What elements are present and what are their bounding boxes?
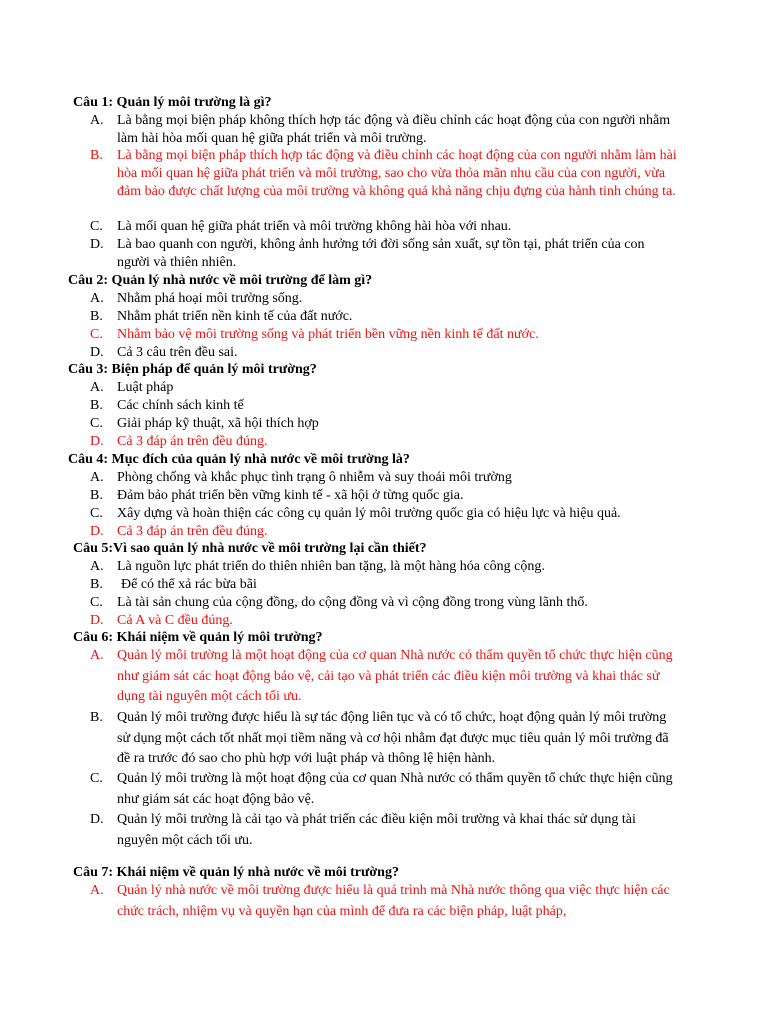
option-text: Nhằm bảo vệ môi trường sống và phát triển bền vững nền kinh tế đất nước. (117, 327, 539, 342)
question-4-option-a (90, 469, 680, 487)
question-2-title: Câu 2: Quản lý nhà nước về môi trường để làm gì? (68, 273, 373, 288)
question-6-option-a-correct (90, 646, 680, 708)
option-text: Để có thể xả rác bừa bãi (121, 577, 257, 592)
option-letter: D. (90, 524, 104, 539)
option-letter: B. (90, 398, 103, 413)
option-letter: C. (90, 327, 103, 342)
option-text: Cả 3 đáp án trên đều đúng. (117, 524, 268, 539)
question-5-option-b (90, 576, 680, 594)
option-letter: C. (90, 595, 103, 610)
question-1-option-c (90, 218, 680, 236)
option-text: Là bằng mọi biện pháp không thích hợp tác động và điều chỉnh các hoạt động của con người nhằm làm hài hòa mối quan hệ giữa phát triển và môi trường. (117, 113, 671, 146)
option-text: Nhằm phát triển nền kinh tế của đất nước. (117, 309, 353, 324)
question-6-title: Câu 6: Khái niệm về quản lý môi trường? (73, 630, 323, 645)
question-3-option-c (90, 415, 680, 433)
option-text: Cả 3 đáp án trên đều đúng. (117, 434, 268, 449)
option-letter: D. (90, 613, 104, 628)
question-1-title: Câu 1: Quản lý môi trường là gì? (73, 95, 272, 110)
question-2-option-b (90, 308, 680, 326)
option-text: Cả 3 câu trên đều sai. (117, 345, 238, 360)
question-6-option-c (90, 769, 680, 810)
option-text: Quản lý nhà nước về môi trường được hiểu là quá trình mà Nhà nước thông qua việc thực hiện các chức trách, nhiệm vụ và quyền hạn của mình để đưa ra các biện pháp, luật pháp, (117, 883, 670, 919)
question-5-option-c (90, 594, 680, 612)
option-letter: A. (90, 883, 104, 898)
question-2-option-d (90, 344, 680, 362)
option-text: Đảm bảo phát triển bền vững kinh tế - xã hội ở từng quốc gia. (117, 488, 464, 503)
option-text: Quản lý môi trường là một hoạt động của cơ quan Nhà nước có thẩm quyền tổ chức thực hiện cũng như giám sát các hoạt động bảo vệ. (117, 771, 673, 807)
question-2-option-a (90, 290, 680, 308)
question-5-option-a (90, 558, 680, 576)
question-3-option-a (90, 379, 680, 397)
question-1-option-d (90, 236, 680, 272)
option-letter: B. (90, 710, 103, 725)
option-letter: D. (90, 812, 104, 827)
option-text: Quản lý môi trường là cải tạo và phát triển các điều kiện môi trường và khai thác sử dụng tài nguyên một cách tối ưu. (117, 812, 636, 848)
option-letter: A. (90, 380, 104, 395)
question-3-option-b (90, 397, 680, 415)
question-6-option-d (90, 810, 680, 851)
option-letter: A. (90, 559, 104, 574)
option-text: Nhằm phá hoại môi trường sống. (117, 291, 303, 306)
option-text: Là bao quanh con người, không ảnh hưởng tới đời sống sản xuất, sự tồn tại, phát triển của con người và thiên nhiên. (117, 237, 645, 270)
question-3-option-d-correct (90, 433, 680, 451)
option-letter: A. (90, 113, 104, 128)
question-1-option-b-correct (90, 147, 680, 201)
option-text: Là bằng mọi biện pháp thích hợp tác động và điều chỉnh các hoạt động của con người nhằm làm hài hòa mối quan hệ giữa phát triển và môi trường, sao cho vừa thỏa mãn nhu cầu của con người, vừa đảm bảo được chất lượng của môi trường và không quá khả năng chịu đựng của hành tinh chúng ta. (117, 148, 677, 199)
question-1-option-a (90, 112, 680, 148)
question-4-option-b (90, 487, 680, 505)
option-text: Giải pháp kỹ thuật, xã hội thích hợp (117, 416, 319, 431)
option-text: Quản lý môi trường được hiểu là sự tác động liên tục và có tổ chức, hoạt động quản lý môi trường sử dụng một cách tốt nhất mọi tiềm năng và cơ hội nhằm đạt được mục tiêu quản lý môi trường đã đề ra trước đó sao cho phù hợp với luật pháp và thông lệ hiện hành. (117, 710, 669, 766)
option-letter: C. (90, 219, 103, 234)
question-4-option-d-correct (90, 523, 680, 541)
question-4-option-c (90, 505, 680, 523)
question-5-title: Câu 5:Vì sao quản lý nhà nước về môi trường lại cần thiết? (73, 541, 427, 556)
question-6-option-b (90, 708, 680, 770)
option-letter: C. (90, 416, 103, 431)
option-text: Phòng chống và khắc phục tình trạng ô nhiễm và suy thoái môi trường (117, 470, 512, 485)
option-text: Là tài sản chung của cộng đồng, do cộng đồng và vì cộng đồng trong vùng lãnh thổ. (117, 595, 588, 610)
question-5-option-d-correct (90, 612, 680, 630)
option-letter: D. (90, 237, 104, 252)
option-letter: A. (90, 291, 104, 306)
option-text: Xây dựng và hoàn thiện các công cụ quản lý môi trường quốc gia có hiệu lực và hiệu quả. (117, 506, 621, 521)
option-letter: B. (90, 309, 103, 324)
option-letter: D. (90, 434, 104, 449)
question-2-option-c-correct (90, 326, 680, 344)
option-letter: A. (90, 470, 104, 485)
option-letter: D. (90, 345, 104, 360)
option-text: Luật pháp (117, 380, 174, 395)
option-letter: C. (90, 506, 103, 521)
option-letter: C. (90, 771, 103, 786)
option-letter: A. (90, 648, 104, 663)
option-letter: B. (90, 577, 103, 592)
question-7-title: Câu 7: Khái niệm về quản lý nhà nước về môi trường? (73, 865, 399, 880)
option-letter: B. (90, 488, 103, 503)
question-3-title: Câu 3: Biện pháp để quản lý môi trường? (68, 362, 317, 377)
option-text: Là mối quan hệ giữa phát triển và môi trường không hài hòa với nhau. (117, 219, 512, 234)
option-text: Cả A và C đều đúng. (117, 613, 233, 628)
question-4-title: Câu 4: Mục đích của quản lý nhà nước về môi trường là? (68, 452, 410, 467)
option-text: Các chính sách kinh tế (117, 398, 244, 413)
option-letter: B. (90, 148, 103, 163)
option-text: Quản lý môi trường là một hoạt động của cơ quan Nhà nước có thẩm quyền tổ chức thực hiện cũng như giám sát các hoạt động bảo vệ, cải tạo và phát triển các điều kiện môi trường và khai thác sử dụng tài nguyên một cách tối ưu. (117, 648, 673, 704)
option-text: Là nguồn lực phát triển do thiên nhiên ban tặng, là một hàng hóa công cộng. (117, 559, 545, 574)
question-7-option-a-correct (90, 881, 680, 922)
